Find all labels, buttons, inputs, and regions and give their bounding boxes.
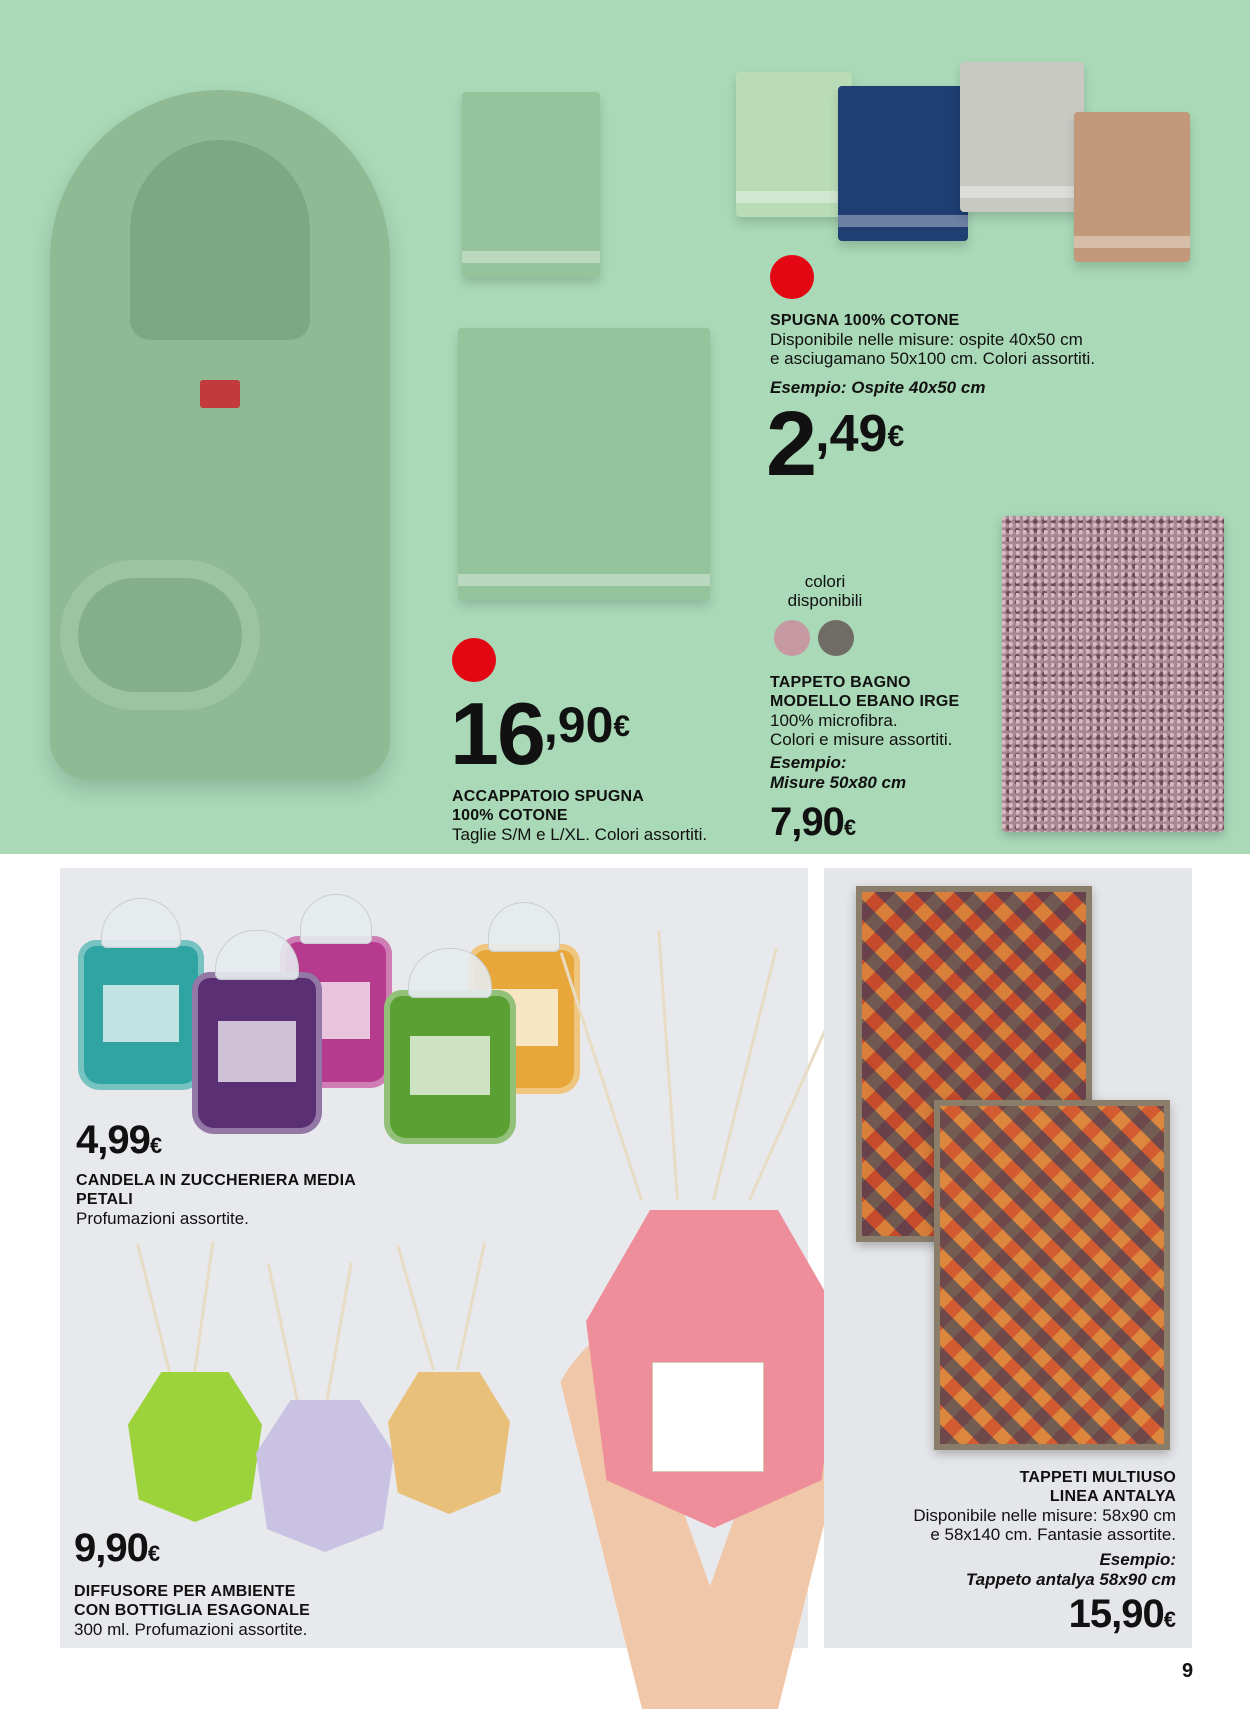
candela-price-currency: €: [149, 1133, 163, 1158]
bathrobe-image: [50, 90, 390, 780]
towel-green-image: [736, 72, 852, 217]
page-number: 9: [1182, 1660, 1194, 1682]
candle-jar-green-image: [384, 990, 516, 1144]
tappeti-title-2: LINEA ANTALYA: [1049, 1488, 1176, 1505]
spugna-title: SPUGNA 100% COTONE: [770, 312, 960, 329]
tappeti-price-currency: €: [1163, 1607, 1176, 1632]
colors-label: [770, 572, 880, 610]
bath-rug-image: [1002, 516, 1224, 832]
tappeto-bagno-price-currency: €: [843, 815, 857, 840]
tappeto-bagno-price: [770, 800, 856, 845]
diffuser-bottle-lavender-image: [256, 1400, 394, 1552]
color-swatch-grey: [818, 620, 854, 656]
tappeti-desc-2: e 58x140 cm. Fantasie assortite.: [930, 1525, 1176, 1544]
spugna-price-dec: ,49: [815, 405, 888, 463]
kilim-rug-front-image: [934, 1100, 1170, 1450]
candela-price: [76, 1118, 162, 1163]
towel-beige-image: [1074, 112, 1190, 262]
colors-label-2: disponibili: [787, 591, 863, 610]
diffuser-bottle-amber-image: [388, 1372, 510, 1514]
towel-blue-image: [838, 86, 968, 241]
accappatoio-price-int: 16: [450, 684, 544, 783]
red-dot-icon: [770, 255, 814, 299]
diffusore-price-value: 9,90: [74, 1526, 148, 1570]
spugna-info: [770, 311, 1170, 398]
candela-desc: Profumazioni assortite.: [76, 1209, 249, 1228]
candela-price-value: 4,99: [76, 1118, 150, 1162]
tappeto-bagno-desc-2: Colori e misure assortiti.: [770, 730, 953, 749]
red-dot-icon: [452, 638, 496, 682]
tappeti-price-value: 15,90: [1068, 1592, 1164, 1636]
candela-info: [76, 1171, 476, 1228]
tappeti-price: [960, 1592, 1176, 1637]
tappeto-bagno-title-1: TAPPETO BAGNO: [770, 674, 911, 691]
candle-jar-purple-image: [192, 972, 322, 1134]
spugna-example: Esempio: Ospite 40x50 cm: [770, 378, 986, 397]
tappeti-info: [850, 1468, 1176, 1590]
bottle-label: [652, 1362, 764, 1472]
spugna-desc-2: e asciugamano 50x100 cm. Colori assortiti.: [770, 349, 1096, 368]
tappeto-bagno-price-value: 7,90: [770, 800, 844, 844]
accappatoio-info: [452, 787, 772, 844]
small-towel-image: [462, 92, 600, 277]
tappeti-title-1: TAPPETI MULTIUSO: [1019, 1469, 1176, 1486]
diffuser-bottle-green-image: [128, 1372, 262, 1522]
accappatoio-title-2: 100% COTONE: [452, 807, 568, 824]
diffusore-price: [74, 1526, 160, 1571]
tappeto-bagno-info: [770, 673, 1010, 793]
folded-towel-image: [458, 328, 710, 600]
diffusore-price-currency: €: [147, 1541, 161, 1566]
accappatoio-price-dec: ,90: [543, 697, 614, 753]
accappatoio-price: [450, 684, 631, 783]
tappeto-bagno-example-1: Esempio:: [770, 753, 847, 772]
colors-label-1: colori: [804, 572, 846, 591]
spugna-price-currency: €: [887, 420, 905, 453]
diffusore-title-1: DIFFUSORE PER AMBIENTE: [74, 1583, 296, 1600]
tappeto-bagno-title-2: MODELLO EBANO IRGE: [770, 693, 960, 710]
tappeto-bagno-example-2: Misure 50x80 cm: [770, 773, 907, 792]
candela-title-2: PETALI: [76, 1191, 133, 1208]
accappatoio-title-1: ACCAPPATOIO SPUGNA: [452, 788, 645, 805]
spugna-desc-1: Disponibile nelle misure: ospite 40x50 cm: [770, 330, 1083, 349]
accappatoio-desc: Taglie S/M e L/XL. Colori assortiti.: [452, 825, 708, 844]
tappeti-example-1: Esempio:: [1099, 1550, 1176, 1569]
tappeti-desc-1: Disponibile nelle misure: 58x90 cm: [913, 1506, 1176, 1525]
spugna-price: [766, 393, 905, 495]
candle-jar-teal-image: [78, 940, 204, 1090]
tappeto-bagno-desc-1: 100% microfibra.: [770, 711, 898, 730]
towel-grey-image: [960, 62, 1084, 212]
diffusore-desc: 300 ml. Profumazioni assortite.: [74, 1620, 308, 1639]
diffusore-title-2: CON BOTTIGLIA ESAGONALE: [74, 1602, 311, 1619]
diffusore-info: [74, 1582, 454, 1639]
spugna-price-int: 2: [766, 393, 816, 495]
color-swatch-pink: [774, 620, 810, 656]
accappatoio-price-currency: €: [613, 710, 631, 743]
tappeti-example-2: Tappeto antalya 58x90 cm: [965, 1570, 1176, 1589]
candela-title-1: CANDELA IN ZUCCHERIERA MEDIA: [76, 1172, 356, 1189]
